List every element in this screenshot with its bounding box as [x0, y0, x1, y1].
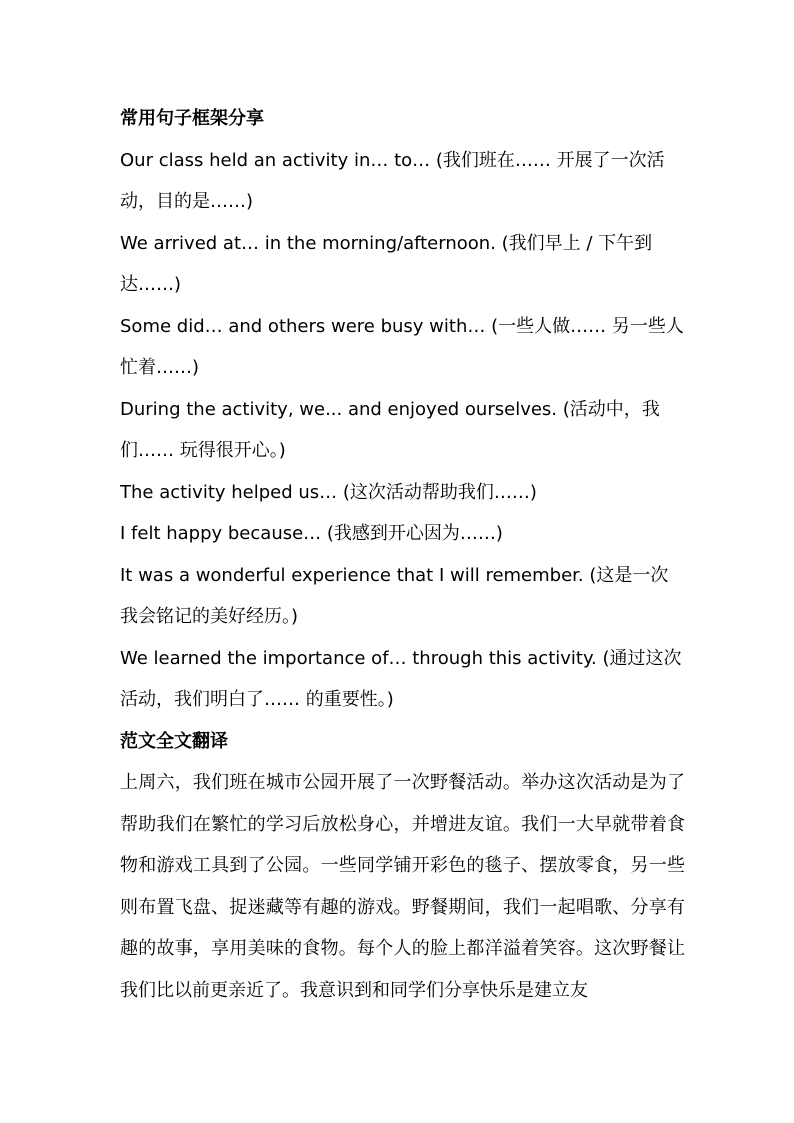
sentence-frame-4: During the activity, we... and enjoyed ourselves. (活动中，我们…… 玩得很开心。) — [120, 398, 660, 461]
sentence-frame-8: We learned the importance of… through this activity. (通过这次活动，我们明白了…… 的重要性。) — [120, 647, 682, 710]
document-page — [120, 98, 685, 1011]
sentence-frame-2: We arrived at… in the morning/afternoon. (我们早上 / 下午到达……) — [120, 232, 653, 295]
sentence-frame-6: I felt happy because… (我感到开心因为……) — [120, 523, 503, 544]
section-title-sentence-frames: 常用句子框架分享 — [120, 108, 264, 129]
sentence-frame-7: It was a wonderful experience that I will remember. (这是一次我会铭记的美好经历。) — [120, 564, 669, 627]
sentence-frame-5: The activity helped us… (这次活动帮助我们……) — [120, 481, 537, 503]
sentence-frame-3: Some did… and others were busy with… (一些人做…… 另一些人忙着……) — [120, 315, 684, 378]
section-title-translation: 范文全文翻译 — [120, 730, 228, 752]
translation-paragraph: 上周六，我们班在城市公园开展了一次野餐活动。举办这次活动是为了帮助我们在繁忙的学习后放松身心，并增进友谊。我们一大早就带着食物和游戏工具到了公园。一些同学铺开彩色的毯子、摆放零食，另一些则布置飞盘、捉迷藏等有趣的游戏。野餐期间，我们一起唱歌、分享有趣的故事，享用美味的食物。每个人的脸上都洋溢着笑容。这次野餐让我们比以前更亲近了。我意识到和同学们分享快乐是建立友 — [120, 772, 685, 1001]
sentence-frame-1: Our class held an activity in… to… (我们班在…… 开展了一次活动，目的是……) — [120, 149, 665, 212]
